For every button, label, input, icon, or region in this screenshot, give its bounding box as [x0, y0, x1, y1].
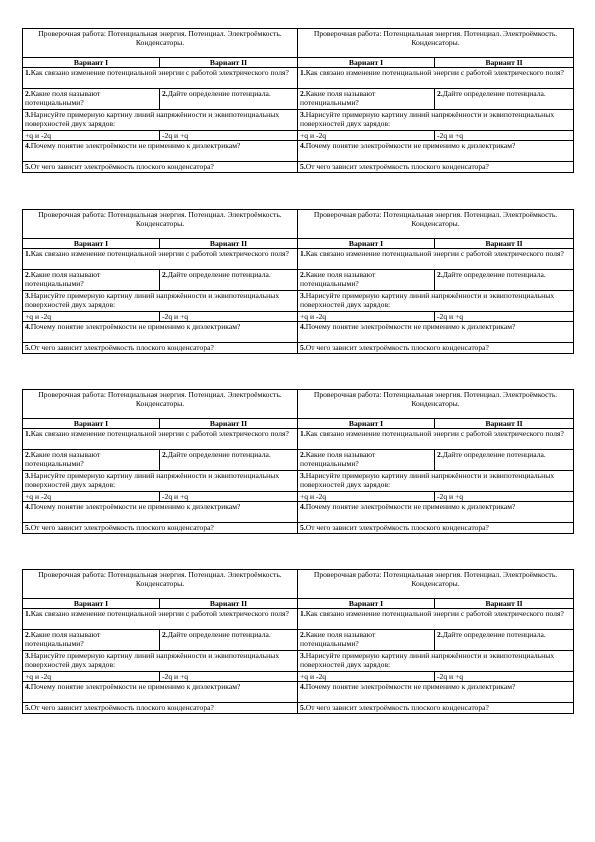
question-number: 2. — [162, 450, 168, 460]
question-number: 2. — [162, 630, 168, 640]
question-4 — [298, 141, 574, 162]
question-number: 1. — [300, 68, 306, 78]
question-5 — [23, 343, 298, 354]
question-number: 5. — [300, 162, 306, 172]
charges-variant-2: -2q и +q — [435, 312, 574, 322]
question-2-variant-1 — [23, 450, 160, 471]
question-number: 4. — [25, 502, 31, 512]
question-2-variant-2 — [435, 270, 574, 291]
question-text: Как связано изменение потенциальной энергии с работой электрического поля? — [305, 249, 564, 259]
variant-1-header: Вариант I — [298, 419, 435, 429]
question-number: 1. — [25, 249, 31, 259]
charges-variant-1: +q и -2q — [298, 131, 435, 141]
question-4 — [23, 322, 298, 343]
question-number: 2. — [25, 89, 31, 99]
variant-2-header: Вариант II — [435, 599, 574, 609]
question-5 — [23, 523, 298, 534]
question-2-variant-1 — [23, 89, 160, 110]
question-text: Дайте определение потенциала. — [442, 270, 546, 280]
question-number: 1. — [300, 609, 306, 619]
question-number: 2. — [300, 89, 306, 99]
question-2-variant-1 — [298, 630, 435, 651]
question-text: Дайте определение потенциала. — [167, 630, 271, 640]
question-1 — [23, 609, 298, 630]
question-3 — [23, 291, 298, 312]
charges-variant-2: -2q и +q — [435, 131, 574, 141]
charges-variant-1: +q и -2q — [298, 672, 435, 682]
question-number: 2. — [162, 270, 168, 280]
question-number: 2. — [300, 270, 306, 280]
quiz-card-row — [22, 569, 573, 714]
question-number: 3. — [300, 110, 306, 120]
question-5 — [298, 343, 574, 354]
question-number: 2. — [437, 270, 443, 280]
quiz-title: Проверочная работа: Потенциальная энергия. Потенциал. Электроёмкость. Конденсаторы. — [23, 29, 298, 58]
charges-variant-2: -2q и +q — [160, 312, 298, 322]
question-text: Как связано изменение потенциальной энергии с работой электрического поля? — [30, 249, 289, 259]
question-3 — [298, 651, 574, 672]
quiz-table — [22, 209, 574, 354]
question-5 — [298, 523, 574, 534]
charges-variant-1: +q и -2q — [23, 672, 160, 682]
question-text: Какие поля называют потенциальными? — [25, 450, 101, 469]
question-3 — [23, 471, 298, 492]
question-text: Нарисуйте примерную картину линий напряжённости и эквипотенциальных поверхностей двух зарядов: — [300, 471, 555, 490]
question-number: 1. — [300, 429, 306, 439]
charges-variant-1: +q и -2q — [23, 312, 160, 322]
question-text: Почему понятие электроёмкости не применимо к диэлектрикам? — [30, 502, 241, 512]
variant-1-header: Вариант I — [298, 599, 435, 609]
question-number: 3. — [25, 651, 31, 661]
question-text: Нарисуйте примерную картину линий напряжённости и эквипотенциальных поверхностей двух зарядов: — [300, 651, 555, 670]
question-2-variant-2 — [160, 270, 298, 291]
question-number: 3. — [25, 291, 31, 301]
question-3 — [298, 471, 574, 492]
question-2-variant-2 — [160, 630, 298, 651]
question-3 — [23, 110, 298, 131]
question-text: От чего зависит электроёмкость плоского конденсатора? — [30, 343, 214, 353]
question-1 — [298, 249, 574, 270]
question-number: 4. — [25, 141, 31, 151]
question-text: Как связано изменение потенциальной энергии с работой электрического поля? — [30, 429, 289, 439]
question-text: Дайте определение потенциала. — [167, 270, 271, 280]
question-number: 2. — [437, 89, 443, 99]
question-text: Как связано изменение потенциальной энергии с работой электрического поля? — [30, 609, 289, 619]
quiz-table — [22, 389, 574, 534]
quiz-title: Проверочная работа: Потенциальная энергия. Потенциал. Электроёмкость. Конденсаторы. — [298, 210, 574, 239]
variant-2-header: Вариант II — [435, 419, 574, 429]
variant-2-header: Вариант II — [160, 239, 298, 249]
question-1 — [23, 249, 298, 270]
question-number: 2. — [162, 89, 168, 99]
quiz-card-row — [22, 28, 573, 173]
question-3 — [298, 110, 574, 131]
variant-1-header: Вариант I — [298, 58, 435, 68]
charges-variant-2: -2q и +q — [160, 672, 298, 682]
question-2-variant-2 — [435, 630, 574, 651]
quiz-card-row — [22, 209, 573, 354]
question-text: Нарисуйте примерную картину линий напряжённости и эквипотенциальных поверхностей двух зарядов: — [300, 110, 555, 129]
question-text: Какие поля называют потенциальными? — [300, 630, 376, 649]
variant-1-header: Вариант I — [23, 58, 160, 68]
question-text: Дайте определение потенциала. — [167, 450, 271, 460]
question-text: Почему понятие электроёмкости не применимо к диэлектрикам? — [30, 322, 241, 332]
question-number: 3. — [300, 471, 306, 481]
variant-1-header: Вариант I — [23, 239, 160, 249]
question-text: Как связано изменение потенциальной энергии с работой электрического поля? — [305, 609, 564, 619]
question-number: 4. — [25, 322, 31, 332]
question-2-variant-2 — [435, 89, 574, 110]
question-text: Какие поля называют потенциальными? — [25, 630, 101, 649]
question-text: Дайте определение потенциала. — [442, 89, 546, 99]
question-text: Дайте определение потенциала. — [442, 450, 546, 460]
question-2-variant-1 — [23, 270, 160, 291]
question-number: 2. — [300, 630, 306, 640]
question-text: От чего зависит электроёмкость плоского конденсатора? — [305, 162, 489, 172]
question-number: 3. — [25, 471, 31, 481]
question-text: Почему понятие электроёмкости не применимо к диэлектрикам? — [305, 682, 516, 692]
question-text: Нарисуйте примерную картину линий напряжённости и эквипотенциальных поверхностей двух зарядов: — [25, 651, 280, 670]
question-number: 5. — [25, 162, 31, 172]
charges-variant-1: +q и -2q — [23, 131, 160, 141]
question-text: Как связано изменение потенциальной энергии с работой электрического поля? — [305, 429, 564, 439]
question-text: Дайте определение потенциала. — [167, 89, 271, 99]
question-text: Почему понятие электроёмкости не применимо к диэлектрикам? — [305, 502, 516, 512]
question-number: 4. — [25, 682, 31, 692]
variant-1-header: Вариант I — [298, 239, 435, 249]
question-2-variant-1 — [23, 630, 160, 651]
charges-variant-2: -2q и +q — [435, 672, 574, 682]
question-4 — [298, 322, 574, 343]
question-number: 5. — [300, 523, 306, 533]
question-number: 2. — [25, 270, 31, 280]
quiz-title: Проверочная работа: Потенциальная энергия. Потенциал. Электроёмкость. Конденсаторы. — [23, 570, 298, 599]
charges-variant-1: +q и -2q — [23, 492, 160, 502]
question-3 — [298, 291, 574, 312]
question-number: 1. — [300, 249, 306, 259]
question-text: Как связано изменение потенциальной энергии с работой электрического поля? — [305, 68, 564, 78]
variant-1-header: Вариант I — [23, 599, 160, 609]
question-text: Почему понятие электроёмкости не применимо к диэлектрикам? — [30, 141, 241, 151]
question-2-variant-1 — [298, 270, 435, 291]
question-number: 5. — [25, 523, 31, 533]
question-2-variant-2 — [435, 450, 574, 471]
question-text: Какие поля называют потенциальными? — [25, 89, 101, 108]
variant-2-header: Вариант II — [160, 419, 298, 429]
question-2-variant-1 — [298, 89, 435, 110]
question-1 — [298, 68, 574, 89]
quiz-title: Проверочная работа: Потенциальная энергия. Потенциал. Электроёмкость. Конденсаторы. — [298, 570, 574, 599]
question-2-variant-2 — [160, 89, 298, 110]
quiz-title: Проверочная работа: Потенциальная энергия. Потенциал. Электроёмкость. Конденсаторы. — [298, 29, 574, 58]
question-number: 2. — [25, 450, 31, 460]
question-text: От чего зависит электроёмкость плоского конденсатора? — [305, 703, 489, 713]
question-number: 5. — [25, 343, 31, 353]
question-1 — [23, 68, 298, 89]
question-4 — [23, 502, 298, 523]
question-number: 4. — [300, 322, 306, 332]
question-text: Нарисуйте примерную картину линий напряжённости и эквипотенциальных поверхностей двух зарядов: — [300, 291, 555, 310]
quiz-title: Проверочная работа: Потенциальная энергия. Потенциал. Электроёмкость. Конденсаторы. — [23, 210, 298, 239]
question-number: 5. — [300, 703, 306, 713]
variant-1-header: Вариант I — [23, 419, 160, 429]
question-number: 4. — [300, 502, 306, 512]
question-1 — [298, 429, 574, 450]
question-text: От чего зависит электроёмкость плоского конденсатора? — [305, 523, 489, 533]
question-text: От чего зависит электроёмкость плоского конденсатора? — [305, 343, 489, 353]
question-text: Почему понятие электроёмкости не применимо к диэлектрикам? — [305, 141, 516, 151]
charges-variant-1: +q и -2q — [298, 492, 435, 502]
question-number: 3. — [300, 291, 306, 301]
question-text: Нарисуйте примерную картину линий напряжённости и эквипотенциальных поверхностей двух зарядов: — [25, 110, 280, 129]
question-number: 2. — [437, 630, 443, 640]
quiz-title: Проверочная работа: Потенциальная энергия. Потенциал. Электроёмкость. Конденсаторы. — [298, 390, 574, 419]
question-1 — [298, 609, 574, 630]
question-3 — [23, 651, 298, 672]
question-4 — [23, 682, 298, 703]
question-text: Дайте определение потенциала. — [442, 630, 546, 640]
question-4 — [298, 682, 574, 703]
question-number: 2. — [437, 450, 443, 460]
question-text: Как связано изменение потенциальной энергии с работой электрического поля? — [30, 68, 289, 78]
question-text: Какие поля называют потенциальными? — [300, 270, 376, 289]
question-text: Почему понятие электроёмкости не применимо к диэлектрикам? — [305, 322, 516, 332]
question-number: 4. — [300, 682, 306, 692]
question-text: Нарисуйте примерную картину линий напряжённости и эквипотенциальных поверхностей двух зарядов: — [25, 471, 280, 490]
question-number: 1. — [25, 68, 31, 78]
question-number: 5. — [25, 703, 31, 713]
question-number: 2. — [300, 450, 306, 460]
question-2-variant-2 — [160, 450, 298, 471]
question-5 — [23, 703, 298, 714]
question-text: От чего зависит электроёмкость плоского конденсатора? — [30, 703, 214, 713]
question-2-variant-1 — [298, 450, 435, 471]
question-5 — [298, 162, 574, 173]
question-number: 1. — [25, 609, 31, 619]
question-number: 5. — [300, 343, 306, 353]
quiz-card-row — [22, 389, 573, 534]
quiz-table — [22, 569, 574, 714]
question-5 — [298, 703, 574, 714]
question-text: Нарисуйте примерную картину линий напряжённости и эквипотенциальных поверхностей двух зарядов: — [25, 291, 280, 310]
quiz-table — [22, 28, 574, 173]
question-text: Какие поля называют потенциальными? — [300, 450, 376, 469]
charges-variant-2: -2q и +q — [435, 492, 574, 502]
question-number: 3. — [25, 110, 31, 120]
question-text: Какие поля называют потенциальными? — [25, 270, 101, 289]
variant-2-header: Вариант II — [435, 58, 574, 68]
question-5 — [23, 162, 298, 173]
question-number: 2. — [25, 630, 31, 640]
question-number: 4. — [300, 141, 306, 151]
question-4 — [298, 502, 574, 523]
question-4 — [23, 141, 298, 162]
question-text: Какие поля называют потенциальными? — [300, 89, 376, 108]
question-text: От чего зависит электроёмкость плоского конденсатора? — [30, 162, 214, 172]
variant-2-header: Вариант II — [160, 58, 298, 68]
question-1 — [23, 429, 298, 450]
variant-2-header: Вариант II — [435, 239, 574, 249]
charges-variant-1: +q и -2q — [298, 312, 435, 322]
charges-variant-2: -2q и +q — [160, 131, 298, 141]
charges-variant-2: -2q и +q — [160, 492, 298, 502]
question-number: 1. — [25, 429, 31, 439]
question-text: От чего зависит электроёмкость плоского конденсатора? — [30, 523, 214, 533]
question-number: 3. — [300, 651, 306, 661]
quiz-title: Проверочная работа: Потенциальная энергия. Потенциал. Электроёмкость. Конденсаторы. — [23, 390, 298, 419]
variant-2-header: Вариант II — [160, 599, 298, 609]
question-text: Почему понятие электроёмкости не применимо к диэлектрикам? — [30, 682, 241, 692]
